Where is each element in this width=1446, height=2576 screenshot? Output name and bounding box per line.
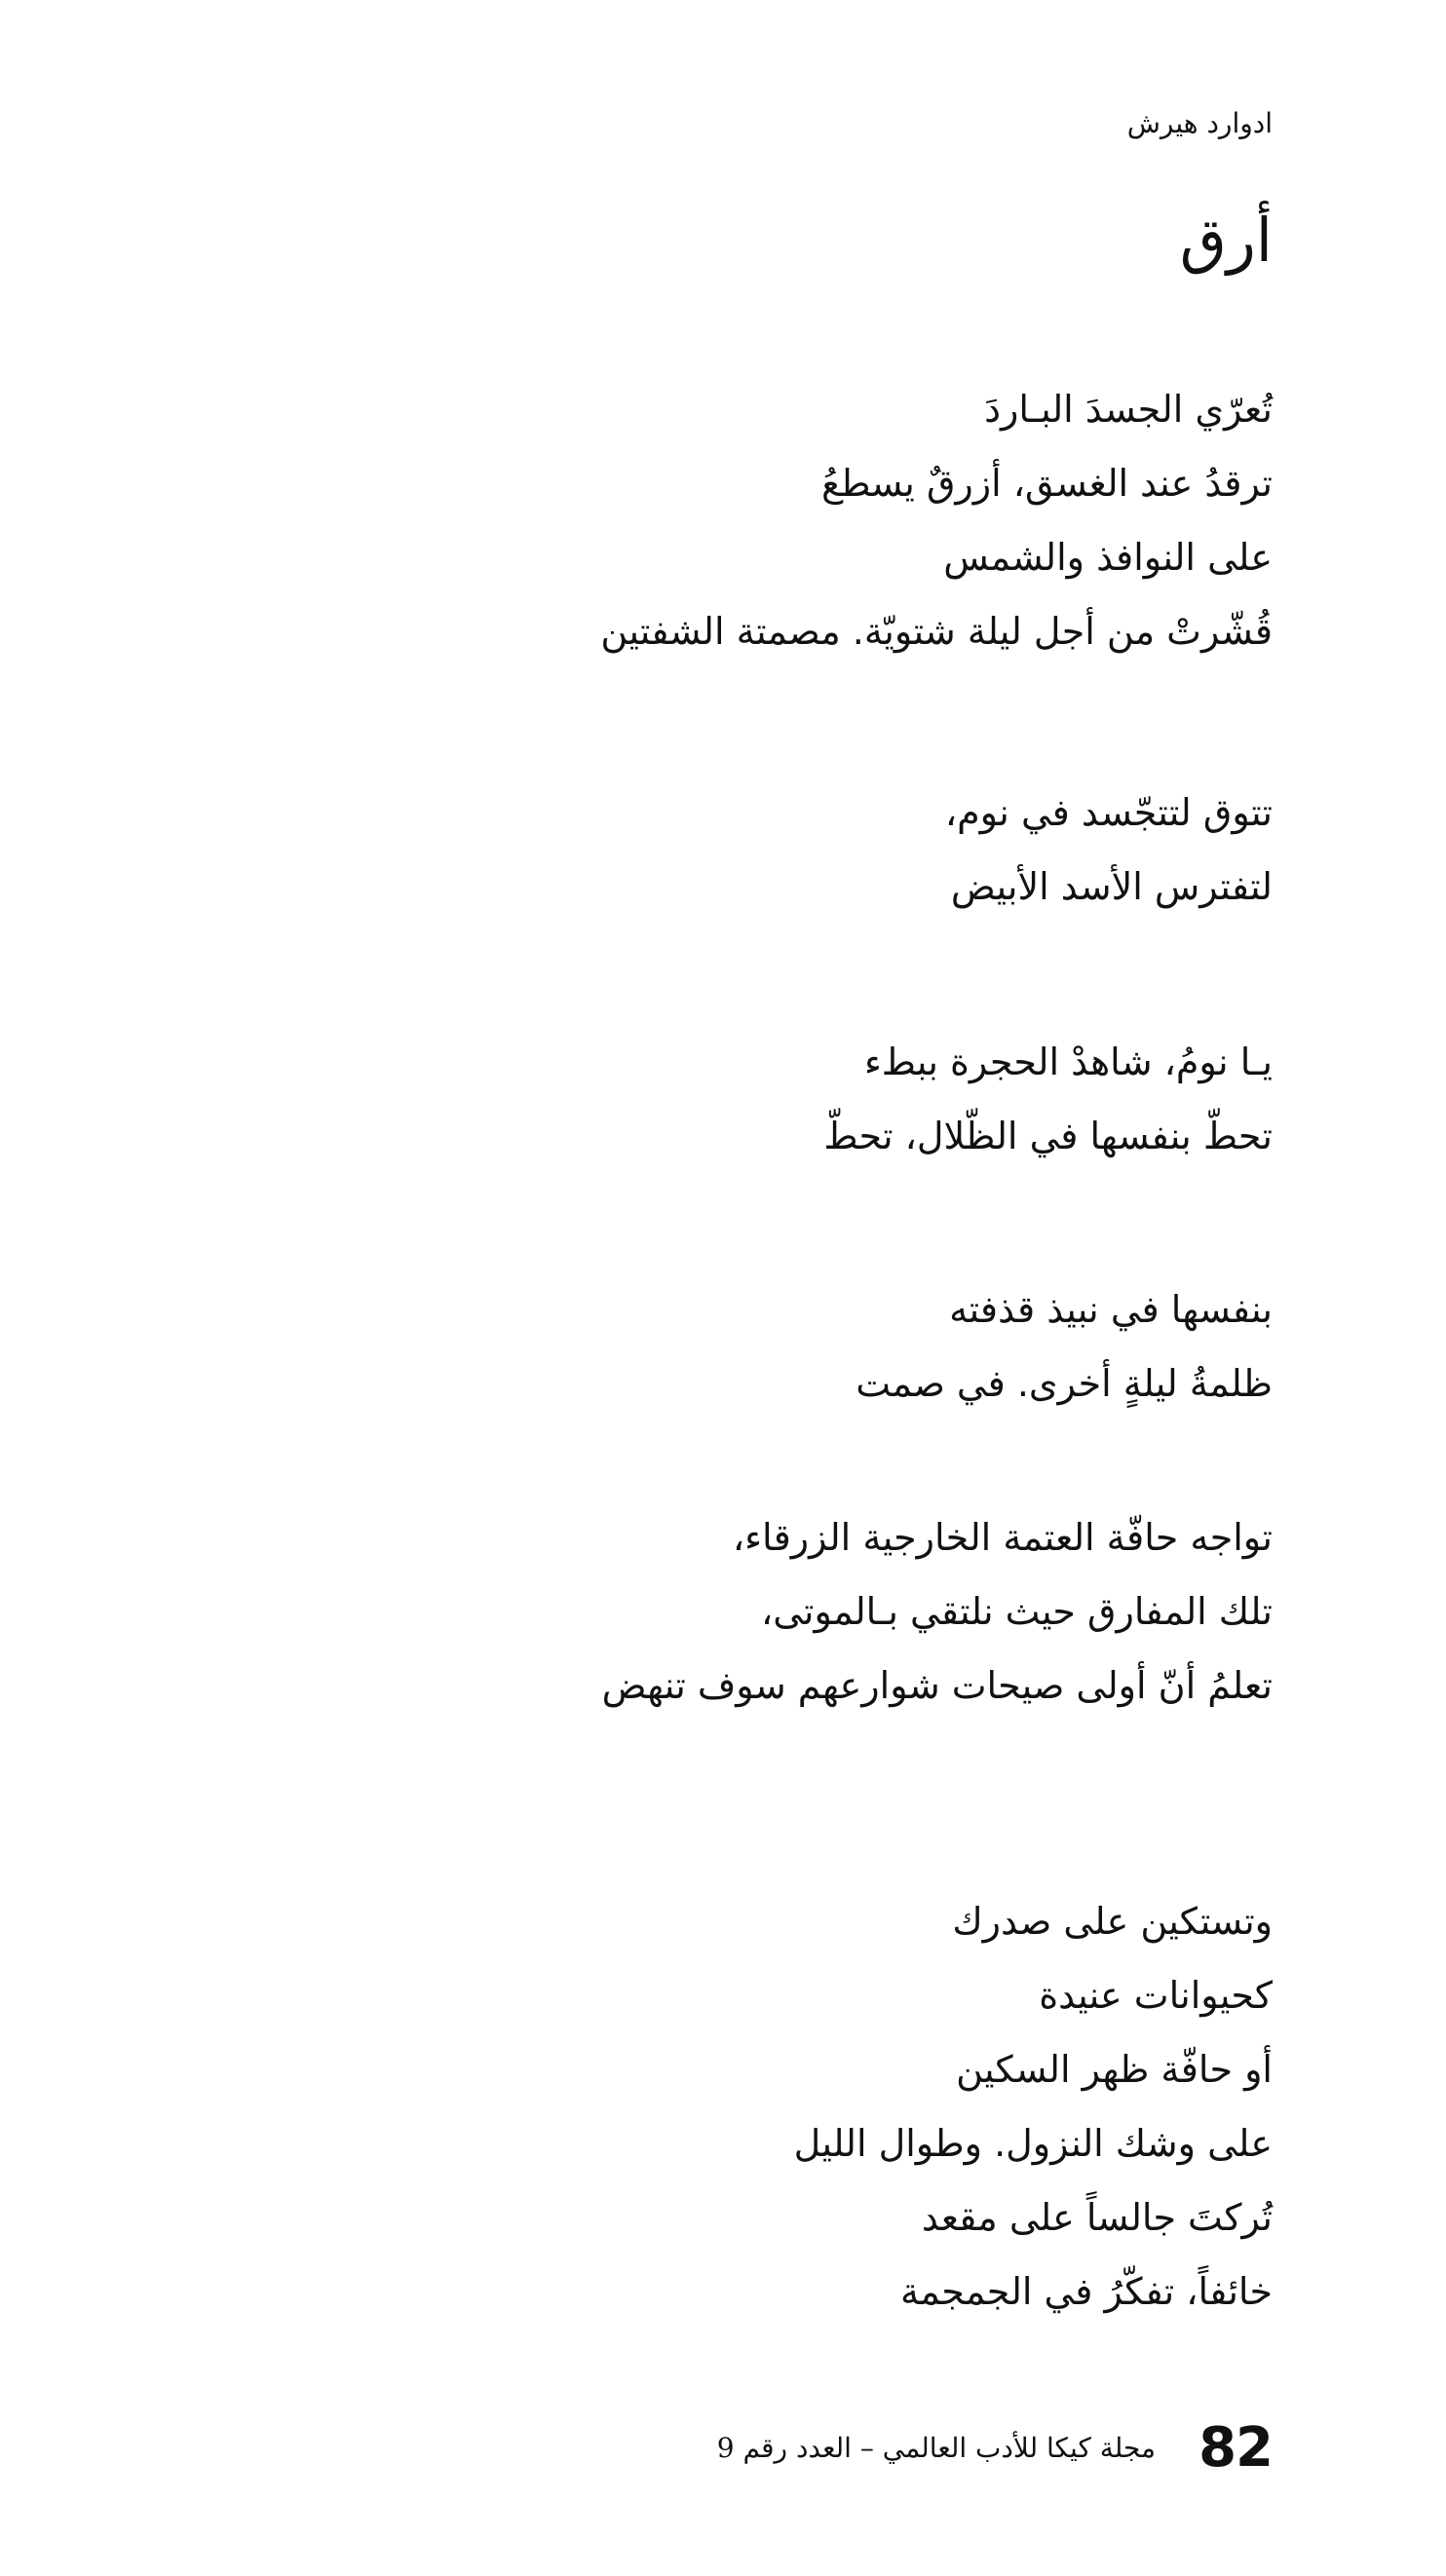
- poem-line: يـا نومُ، شاهدْ الحجرة ببطء: [863, 1041, 1273, 1083]
- stanza-1: [600, 372, 1273, 668]
- poem-line: وتستكين على صدرك: [952, 1900, 1273, 1943]
- page-number: 82: [1199, 2416, 1273, 2480]
- journal-name: مجلة كيكا للأدب العالمي – العدد رقم 9: [716, 2432, 1157, 2464]
- poem-line: ظلمةُ ليلةٍ أخرى. في صمت: [856, 1362, 1273, 1405]
- poem-line: خائفاً، تفكّرُ في الجمجمة: [899, 2270, 1273, 2313]
- stanza-3: [823, 1025, 1273, 1173]
- stanza-6: [794, 1884, 1273, 2329]
- poem-line: كحيوانات عنيدة: [1039, 1974, 1273, 2017]
- poem-line: ترقدُ عند الغسق، أزرقٌ يسطعُ: [821, 462, 1273, 505]
- stanza-4: [856, 1272, 1273, 1421]
- stanza-2: [945, 776, 1273, 924]
- poem-line: تتوق لتتجّسد في نوم،: [944, 791, 1273, 834]
- poem-line: تعلمُ أنّ أولى صيحات شوارعهم سوف تنهض: [601, 1664, 1273, 1707]
- page-footer: [717, 2416, 1273, 2480]
- poem-line: على وشك النزول. وطوال الليل: [793, 2122, 1273, 2165]
- poem-line: لتفترس الأسد الأبيض: [950, 865, 1273, 908]
- poem-line: تحطّ بنفسها في الظّلال، تحطّ: [823, 1115, 1273, 1157]
- author-name: ادوارد هيرش: [1126, 107, 1273, 139]
- poem-title: أرق: [1179, 205, 1273, 276]
- poem-line: على النوافذ والشمس: [943, 536, 1273, 579]
- poem-line: تلك المفارق حيث نلتقي بـالموتى،: [760, 1590, 1273, 1633]
- poem-line: بنفسها في نبيذ قذفته: [949, 1288, 1273, 1331]
- poem-line: تُعرّي الجسدَ البـاردَ: [984, 388, 1273, 431]
- poem-line: قُشّرتْ من أجل ليلة شتويّة. مصمتة الشفتين: [600, 610, 1273, 653]
- poem-line: أو حافّة ظهر السكين: [956, 2048, 1273, 2091]
- poem-line: تواجه حافّة العتمة الخارجية الزرقاء،: [732, 1516, 1273, 1559]
- stanza-5: [602, 1500, 1273, 1723]
- poem-line: تُركتَ جالساً على مقعد: [921, 2196, 1273, 2239]
